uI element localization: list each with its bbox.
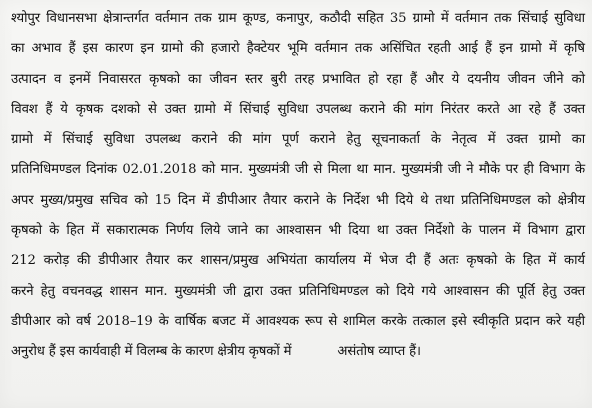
word: ग्रामो bbox=[11, 132, 33, 148]
word: करोड़ bbox=[43, 253, 70, 269]
word: करके bbox=[381, 313, 407, 329]
word: इस bbox=[82, 41, 98, 57]
word: दिनांक bbox=[86, 162, 117, 178]
word: कराने bbox=[359, 101, 386, 117]
word: हेतु bbox=[542, 283, 557, 299]
word: कर bbox=[177, 253, 193, 269]
word: शासन bbox=[109, 283, 138, 299]
word: निवासरत bbox=[98, 71, 142, 87]
word: सकारात्मक bbox=[106, 223, 159, 239]
word: हैं bbox=[410, 71, 417, 87]
word: ग्रामो bbox=[538, 132, 561, 148]
word: दी bbox=[405, 253, 416, 269]
word: उक्त bbox=[563, 283, 585, 299]
word: हैं bbox=[548, 101, 556, 117]
word: कृषि bbox=[563, 41, 585, 57]
word: उक्त bbox=[506, 132, 528, 148]
word: ग्रामो bbox=[519, 41, 542, 57]
document-line-5 bbox=[11, 125, 585, 155]
word: 212 bbox=[11, 253, 36, 269]
word: ने bbox=[466, 162, 474, 178]
word: आवश्यक bbox=[255, 313, 299, 329]
word: वर्तमान bbox=[454, 11, 488, 26]
word: उक्त bbox=[395, 223, 418, 239]
word: के bbox=[158, 313, 169, 329]
word: सुविधा bbox=[103, 132, 135, 148]
word: दशको bbox=[111, 101, 141, 117]
word: दिये bbox=[396, 283, 415, 299]
word: अभाव bbox=[31, 41, 62, 57]
word: हजारो bbox=[210, 41, 240, 57]
word: में bbox=[363, 253, 372, 269]
word: हैं bbox=[484, 41, 492, 57]
word: हैं bbox=[45, 101, 53, 117]
word: ग्रामो bbox=[193, 101, 216, 117]
word: कनापुर, bbox=[276, 11, 314, 26]
word: की bbox=[190, 41, 204, 57]
document-body bbox=[11, 4, 585, 368]
word: तैयार bbox=[263, 192, 287, 208]
word: कराने bbox=[293, 192, 320, 208]
word: 02.01.2018 bbox=[122, 162, 197, 178]
document-line-3 bbox=[11, 65, 585, 95]
word: कठौदी bbox=[319, 11, 351, 26]
document-line-7 bbox=[11, 186, 585, 216]
line-text-part1: अनुरोध हैं इस कार्यवाही में विलम्ब के कारण क्षेत्रीय कृषकों में bbox=[11, 344, 292, 360]
word: का bbox=[11, 41, 25, 57]
word: हेतु bbox=[40, 283, 55, 299]
word: वार्षिक bbox=[174, 313, 207, 329]
word: ही bbox=[523, 162, 534, 178]
word: वर्तमान bbox=[155, 11, 188, 26]
word: था bbox=[376, 223, 389, 239]
word: निर्णय bbox=[165, 223, 194, 239]
document-line-10 bbox=[11, 277, 585, 307]
word: तक bbox=[194, 11, 212, 26]
word: शासन/प्रमुख bbox=[200, 253, 259, 269]
word: कार्य bbox=[563, 253, 585, 269]
word: क्षेत्रान्तर्गत bbox=[103, 11, 149, 26]
word: हैं bbox=[68, 41, 76, 57]
line-text-part2: असंतोष व्याप्त हैं। bbox=[337, 344, 421, 360]
word: में bbox=[440, 11, 449, 26]
word: व bbox=[53, 71, 62, 87]
word: विभाग bbox=[527, 223, 559, 239]
word: इसे bbox=[451, 313, 467, 329]
word: भी bbox=[376, 192, 389, 208]
word: को bbox=[375, 283, 390, 299]
word: कृषको bbox=[466, 253, 498, 269]
word: में bbox=[241, 313, 250, 329]
word: कार्यालय bbox=[314, 253, 356, 269]
word: वर्ष bbox=[76, 313, 91, 329]
word: मुख्य/प्रमुख bbox=[40, 192, 94, 208]
word: क्षेत्रीय bbox=[557, 192, 585, 208]
word: मान. bbox=[220, 162, 243, 178]
word: असिंचित bbox=[379, 41, 421, 57]
word: 15 bbox=[154, 192, 172, 208]
word: सहित bbox=[357, 11, 384, 26]
word: मांग bbox=[414, 101, 433, 117]
word: हेतु bbox=[346, 132, 361, 148]
word: में bbox=[487, 132, 496, 148]
word: तरह bbox=[294, 71, 315, 87]
word: विभाग bbox=[539, 162, 570, 178]
word: हो bbox=[368, 71, 379, 87]
word: का bbox=[188, 71, 202, 87]
word: कारण bbox=[105, 41, 134, 57]
word: हैक्टेयर bbox=[246, 41, 280, 57]
word: द्वारा bbox=[243, 283, 263, 299]
word: सिंचाई bbox=[62, 132, 93, 148]
word: की bbox=[228, 132, 242, 148]
word: में bbox=[548, 41, 557, 57]
word: के bbox=[461, 223, 472, 239]
word: से bbox=[313, 162, 323, 178]
word: प्रतिनिधिमण्डल bbox=[460, 192, 531, 208]
word: करते bbox=[477, 101, 500, 117]
word: की bbox=[393, 101, 407, 117]
word: में bbox=[223, 101, 232, 117]
word: मुख्यमंत्री bbox=[401, 162, 443, 178]
word: को bbox=[571, 71, 585, 87]
document-line-4 bbox=[11, 95, 585, 125]
word: में bbox=[91, 223, 100, 239]
word: मिला bbox=[327, 162, 351, 178]
word: ग्राम bbox=[217, 11, 237, 26]
word: दिये bbox=[395, 192, 414, 208]
word: कराने bbox=[191, 132, 218, 148]
word: जीवन bbox=[507, 71, 536, 87]
word: सिंचाई bbox=[239, 101, 270, 117]
word: सिंचाई bbox=[517, 11, 548, 26]
word: पूर्ति bbox=[516, 283, 535, 299]
document-line-2 bbox=[11, 34, 585, 64]
word: स्वीकृति bbox=[472, 313, 510, 329]
word: जी bbox=[223, 283, 237, 299]
word: कराने bbox=[309, 132, 336, 148]
word: 2018–19 bbox=[96, 313, 153, 329]
word: की bbox=[496, 283, 510, 299]
word: निरंतर bbox=[440, 101, 470, 117]
word: इन bbox=[499, 41, 513, 57]
word: उक्त bbox=[164, 101, 187, 117]
word: प्रभावित bbox=[322, 71, 361, 87]
word: से bbox=[328, 313, 338, 329]
word: इन bbox=[140, 41, 154, 57]
word: पूर्ण bbox=[281, 132, 299, 148]
word: के bbox=[505, 253, 515, 269]
word: मान. bbox=[145, 283, 168, 299]
word: का bbox=[571, 132, 585, 148]
word: प्रतिनिधिमण्डल bbox=[298, 283, 369, 299]
word: 35 bbox=[389, 11, 407, 26]
document-line-6 bbox=[11, 155, 585, 185]
word: पर bbox=[505, 162, 519, 178]
word: यही bbox=[567, 313, 585, 329]
word: कृषको bbox=[11, 223, 42, 239]
word: वचनवद्ध bbox=[62, 283, 103, 299]
word: के bbox=[49, 223, 60, 239]
word: भूमि bbox=[287, 41, 308, 57]
word: प्रदान bbox=[515, 313, 540, 329]
word: बजट bbox=[212, 313, 236, 329]
word: मौके bbox=[478, 162, 501, 178]
word: श्योपुर bbox=[11, 11, 40, 26]
word: जी bbox=[447, 162, 461, 178]
word: रहा bbox=[386, 71, 403, 87]
word: आ bbox=[507, 101, 521, 117]
word: रहती bbox=[427, 41, 451, 57]
word: कृषक bbox=[75, 101, 104, 117]
word: निर्देशो bbox=[424, 223, 455, 239]
word: थे bbox=[419, 192, 429, 208]
word: जीने bbox=[543, 71, 564, 87]
word: स्तर bbox=[244, 71, 263, 87]
word: बुरी bbox=[270, 71, 287, 87]
document-line-8 bbox=[11, 216, 585, 246]
word: को bbox=[201, 162, 216, 178]
word: अतः bbox=[438, 253, 459, 269]
word: भी bbox=[328, 223, 341, 239]
word: उपलब्ध bbox=[316, 101, 352, 117]
word: प्रतिनिधिमण्डल bbox=[11, 162, 81, 178]
word: का bbox=[255, 223, 269, 239]
word: मान. bbox=[373, 162, 396, 178]
word: शामिल bbox=[343, 313, 376, 329]
word: इनमें bbox=[69, 71, 91, 87]
word: तथा bbox=[435, 192, 455, 208]
word: उक्त bbox=[563, 101, 585, 117]
word: दयनीय bbox=[467, 71, 500, 87]
word: सूचनाकर्ता bbox=[371, 132, 420, 148]
word: सुविधा bbox=[554, 11, 585, 26]
word: हित bbox=[66, 223, 85, 239]
word: सचिव bbox=[99, 192, 128, 208]
word: अपर bbox=[11, 192, 34, 208]
word: द्वारा bbox=[565, 223, 585, 239]
word: की bbox=[77, 253, 91, 269]
word: आश्वासन bbox=[443, 283, 489, 299]
word: भेज bbox=[379, 253, 398, 269]
word: नेतृत्व bbox=[451, 132, 477, 148]
word: सुविधा bbox=[277, 101, 309, 117]
word: डीपीआर bbox=[11, 313, 51, 329]
word: करे bbox=[545, 313, 562, 329]
word: मुख्यमंत्री bbox=[174, 283, 216, 299]
word: के bbox=[326, 192, 337, 208]
word: था bbox=[356, 162, 369, 178]
word: करने bbox=[11, 283, 34, 299]
word: और bbox=[425, 71, 444, 87]
word: मांग bbox=[252, 132, 272, 148]
word: तत्काल bbox=[412, 313, 446, 329]
word: लिये bbox=[200, 223, 221, 239]
word: ये bbox=[60, 101, 68, 117]
word: ये bbox=[451, 71, 460, 87]
word: दिन bbox=[177, 192, 196, 208]
word: उक्त bbox=[270, 283, 292, 299]
word: तक bbox=[354, 41, 373, 57]
word: जाने bbox=[227, 223, 248, 239]
word: तक bbox=[494, 11, 512, 26]
word: हैं bbox=[423, 253, 431, 269]
word: विवश bbox=[11, 101, 38, 117]
word: डीपीआर bbox=[216, 192, 257, 208]
word: कूण्ड, bbox=[242, 11, 270, 26]
document-line-11 bbox=[11, 307, 585, 337]
word: उत्पादन bbox=[11, 71, 46, 87]
word: डीपीआर bbox=[98, 253, 138, 269]
word: गये bbox=[421, 283, 437, 299]
word: के bbox=[575, 162, 585, 178]
word: विधानसभा bbox=[46, 11, 97, 26]
word: आश्वासन bbox=[275, 223, 322, 239]
word: में bbox=[512, 223, 521, 239]
document-line-9 bbox=[11, 246, 585, 276]
word: अभियंता bbox=[266, 253, 308, 269]
word: में bbox=[202, 192, 210, 208]
word: उपलब्ध bbox=[145, 132, 181, 148]
word: आई bbox=[458, 41, 478, 57]
word: वर्तमान bbox=[314, 41, 348, 57]
word: कृषको bbox=[149, 71, 180, 87]
word: में bbox=[548, 253, 557, 269]
word: को bbox=[56, 313, 71, 329]
word: रहे bbox=[528, 101, 541, 117]
word: जी bbox=[294, 162, 308, 178]
word: हित bbox=[522, 253, 541, 269]
word: दिया bbox=[348, 223, 370, 239]
word: में bbox=[43, 132, 52, 148]
word: जीवन bbox=[209, 71, 237, 87]
word: तैयार bbox=[145, 253, 170, 269]
word: को bbox=[537, 192, 551, 208]
document-line-1 bbox=[11, 4, 585, 34]
word: को bbox=[134, 192, 148, 208]
word: से bbox=[148, 101, 157, 117]
word: रूप bbox=[304, 313, 323, 329]
word: के bbox=[430, 132, 441, 148]
document-line-12 bbox=[11, 337, 585, 367]
word: पालन bbox=[478, 223, 506, 239]
word: मुख्यमंत्री bbox=[248, 162, 290, 178]
word: निर्देश bbox=[342, 192, 370, 208]
word: ग्रामो bbox=[412, 11, 435, 26]
word: ग्रामो bbox=[161, 41, 183, 57]
